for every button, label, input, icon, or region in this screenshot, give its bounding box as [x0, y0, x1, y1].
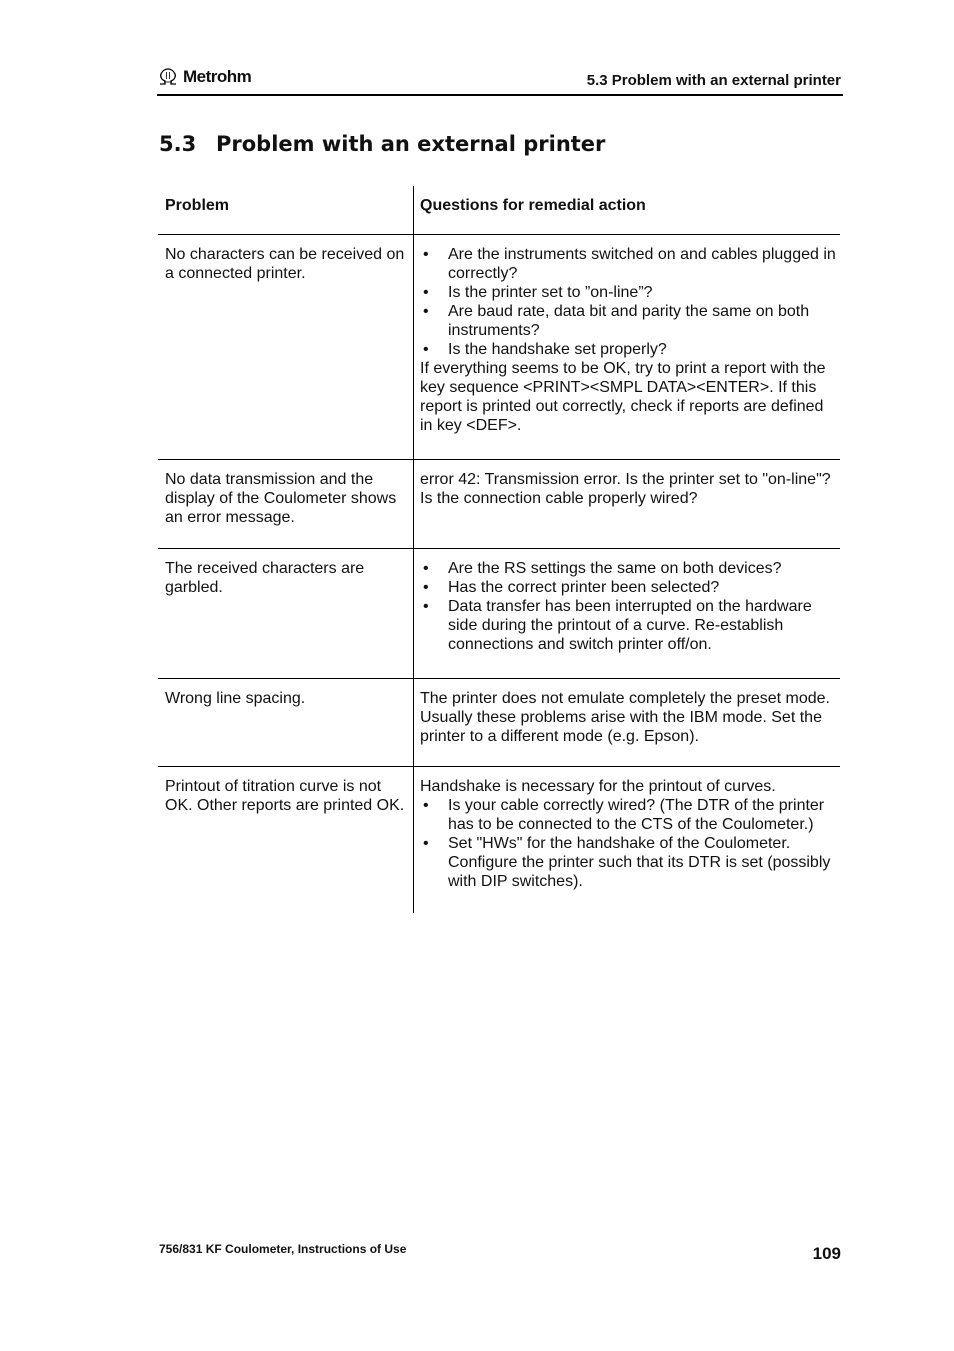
- list-item: • Set "HWs" for the handshake of the Coulometer. Configure the printer such that its DTR is set (possibly with DIP switches).: [420, 834, 836, 891]
- list-item: • Are baud rate, data bit and parity the same on both instruments?: [420, 302, 836, 340]
- page-title: [159, 132, 605, 156]
- header-section-title: 5.3 Problem with an external printer: [586, 72, 841, 89]
- action-note: If everything seems to be OK, try to print a report with the key sequence <PRINT><SMPL DATA><ENTER>. If this report is printed out correctly, check if reports are defined in key <DEF>.: [420, 359, 826, 434]
- section-title: Problem with an external printer: [216, 132, 606, 156]
- list-item: • Is the printer set to ”on-line”?: [420, 283, 836, 302]
- action-text: Handshake is necessary for the printout of curves.: [420, 777, 776, 795]
- problem-cell: [158, 678, 414, 766]
- table-row: [158, 548, 840, 678]
- action-list: [420, 245, 836, 359]
- table-header-row: [158, 186, 840, 234]
- list-item: • Is your cable correctly wired? (The DTR of the printer has to be connected to the CTS of the Coulometer.): [420, 796, 836, 834]
- column-header-action: Questions for remedial action: [420, 197, 646, 214]
- troubleshooting-table: [158, 186, 840, 913]
- footer-document-title: 756/831 KF Coulometer, Instructions of Use: [159, 1242, 407, 1256]
- section-number: 5.3: [159, 132, 197, 156]
- action-cell: [414, 548, 841, 678]
- table-row: [158, 459, 840, 548]
- problem-cell: [158, 548, 414, 678]
- problem-text: The received characters are garbled.: [165, 559, 365, 596]
- list-item: • Data transfer has been interrupted on the hardware side during the printout of a curve. Re-establish connections and switch printer off/on.: [420, 597, 836, 654]
- column-header-problem: Problem: [158, 186, 414, 234]
- page-header: [157, 64, 843, 96]
- problem-text: Wrong line spacing.: [165, 689, 306, 707]
- action-cell: [414, 234, 841, 459]
- problem-text: No characters can be received on a connected printer.: [165, 245, 405, 282]
- page-number: 109: [812, 1244, 841, 1263]
- table-row: [158, 678, 840, 766]
- problem-cell: [158, 459, 414, 548]
- action-list: [420, 796, 836, 891]
- table-row: [158, 766, 840, 913]
- action-cell: [414, 678, 841, 766]
- problem-text: No data transmission and the display of the Coulometer shows an error message.: [165, 470, 397, 526]
- list-item: • Are the instruments switched on and cables plugged in correctly?: [420, 245, 836, 283]
- problem-text: Printout of titration curve is not OK. Other reports are printed OK.: [165, 777, 405, 814]
- table-row: [158, 234, 840, 459]
- action-text: error 42: Transmission error. Is the printer set to "on-line"? Is the connection cable properly wired?: [420, 470, 831, 507]
- action-cell: [414, 459, 841, 548]
- problem-cell: [158, 766, 414, 913]
- action-text: The printer does not emulate completely the preset mode. Usually these problems arise with the IBM mode. Set the printer to a different mode (e.g. Epson).: [420, 689, 830, 745]
- list-item: • Is the handshake set properly?: [420, 340, 836, 359]
- list-item: • Has the correct printer been selected?: [420, 578, 836, 597]
- metrohm-logo: [157, 67, 251, 87]
- list-item: • Are the RS settings the same on both devices?: [420, 559, 836, 578]
- omega-icon: [157, 68, 179, 86]
- logo-text: Metrohm: [183, 67, 252, 86]
- action-cell: [414, 766, 841, 913]
- action-list: [420, 559, 836, 654]
- problem-cell: [158, 234, 414, 459]
